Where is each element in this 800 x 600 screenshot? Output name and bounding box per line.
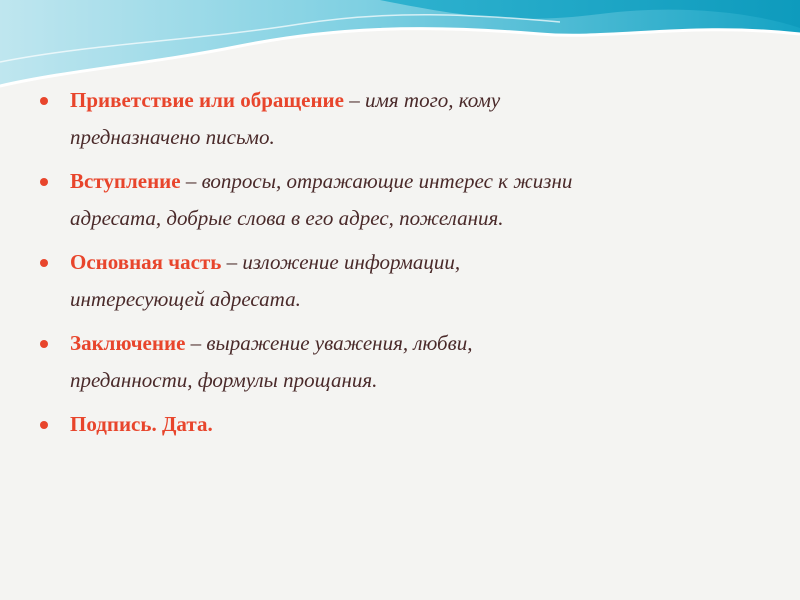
item-description-continued: адресата, добрые слова в его адрес, пожелания. <box>70 206 504 230</box>
list-item <box>40 406 800 443</box>
bullet-icon <box>40 97 48 105</box>
header-wave-decoration <box>0 0 800 90</box>
item-description-continued: предназначено письмо. <box>70 125 275 149</box>
item-description-continued: интересующей адресата. <box>70 287 301 311</box>
item-term: Вступление <box>70 169 181 193</box>
list-item <box>40 163 800 237</box>
bullet-icon <box>40 421 48 429</box>
item-term: Основная часть <box>70 250 222 274</box>
item-term: Подпись. Дата. <box>70 412 213 436</box>
item-description: – изложение информации, <box>221 250 461 274</box>
item-term: Заключение <box>70 331 186 355</box>
bullet-icon <box>40 259 48 267</box>
list-item <box>40 244 800 318</box>
bullet-icon <box>40 178 48 186</box>
bullet-list <box>40 82 800 450</box>
list-item <box>40 325 800 399</box>
item-description-continued: преданности, формулы прощания. <box>70 368 378 392</box>
item-description: – вопросы, отражающие интерес к жизни <box>180 169 573 193</box>
list-item <box>40 82 800 156</box>
item-term: Приветствие или обращение <box>70 88 344 112</box>
bullet-icon <box>40 340 48 348</box>
item-description: – выражение уважения, любви, <box>185 331 473 355</box>
item-description: – имя того, кому <box>343 88 501 112</box>
